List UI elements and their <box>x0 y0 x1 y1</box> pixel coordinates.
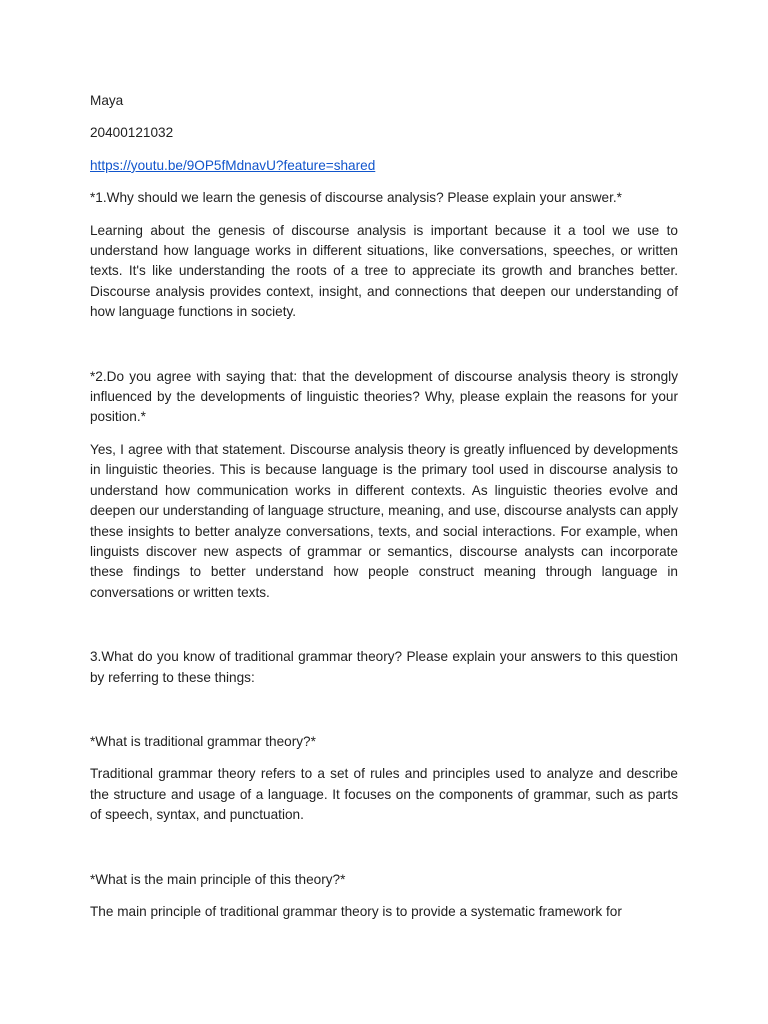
answer-1: Learning about the genesis of discourse analysis is important because it a tool we use to understand how language works in different situations, like conversations, speeches, or written texts. It's like understanding the roots of a tree to appreciate its growth and branches better. Discourse analysis provides context, insight, and connections that deepen our understanding of how language functions in society. <box>90 222 678 320</box>
question-3a: *What is traditional grammar theory?* <box>90 733 316 749</box>
question-3b: *What is the main principle of this theory?* <box>90 871 346 887</box>
student-id: 20400121032 <box>90 125 174 141</box>
answer-3a: Traditional grammar theory refers to a set of rules and principles used to analyze and describe the structure and usage of a language. It focuses on the components of grammar, such as parts of speech, syntax, and punctuation. <box>90 766 678 823</box>
author-name: Maya <box>90 93 124 108</box>
video-link[interactable]: https://youtu.be/9OP5fMdnavU?feature=shared <box>90 157 376 173</box>
answer-2: Yes, I agree with that statement. Discourse analysis theory is greatly influenced by developments in linguistic theories. This is because language is the primary tool used in discourse analysis to understand how communication works in different contexts. As linguistic theories evolve and deepen our understanding of language structure, meaning, and use, discourse analysts can apply these insights to better analyze conversations, texts, and social interactions. For example, when linguists discover new aspects of grammar or semantics, discourse analysts can incorporate these findings to better understand how people construct meaning through language in conversations or written texts. <box>90 441 678 600</box>
question-1: *1.Why should we learn the genesis of discourse analysis? Please explain your answer.* <box>90 190 622 206</box>
question-2: *2.Do you agree with saying that: that the development of discourse analysis theory is strongly influenced by the developments of linguistic theories? Why, please explain the reasons for your position.* <box>90 368 678 425</box>
question-3: 3.What do you know of traditional grammar theory? Please explain your answers to this question by referring to these things: <box>90 649 678 685</box>
answer-3b: The main principle of traditional grammar theory is to provide a systematic framework for <box>90 903 622 919</box>
